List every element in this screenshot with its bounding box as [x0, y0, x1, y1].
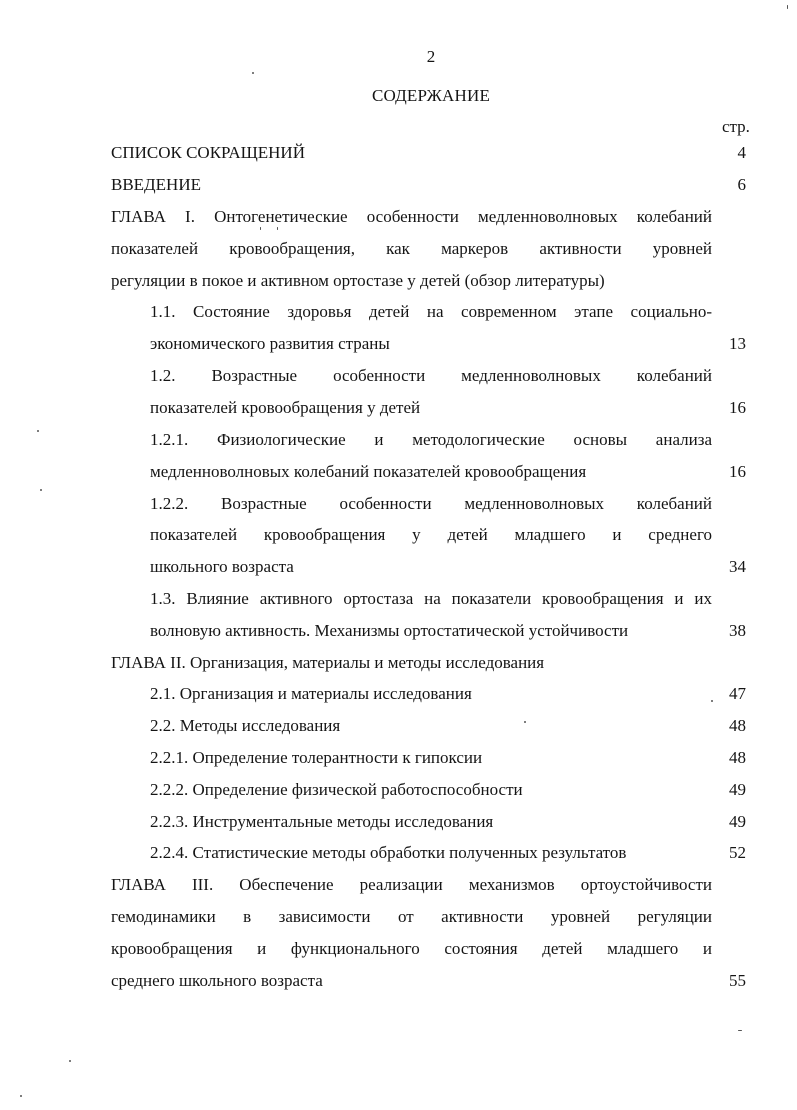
toc-page-number: 34	[729, 557, 746, 576]
toc-page-number: 48	[729, 748, 746, 767]
toc-section-line: 1.2.2. Возрастные особенности медленноволновых колебаний	[150, 494, 712, 513]
scan-speck	[252, 72, 254, 74]
toc-chapter-1-line: показателей кровообращения, как маркеров активности уровней	[111, 239, 712, 258]
toc-section-line: 2.1. Организация и материалы исследования	[150, 684, 472, 703]
toc-section-line: 2.2. Методы исследования	[150, 716, 341, 735]
scan-speck	[738, 1030, 742, 1031]
toc-section-line: 1.2. Возрастные особенности медленноволновых колебаний	[150, 366, 712, 385]
toc-chapter-3-line: среднего школьного возраста	[111, 971, 323, 990]
toc-chapter-1-line: ГЛАВА I. Онтогенетические особенности медленноволновых колебаний	[111, 207, 712, 226]
toc-chapter-3-line: кровообращения и функционального состояния детей младшего и	[111, 939, 712, 958]
toc-page-number: 38	[729, 621, 746, 640]
toc-chapter-3-line: гемодинамики в зависимости от активности уровней регуляции	[111, 907, 712, 926]
scan-speck	[37, 430, 39, 432]
toc-section-line: школьного возраста	[150, 557, 294, 576]
toc-page-number: 49	[729, 780, 746, 799]
toc-section-line: медленноволновых колебаний показателей кровообращения	[150, 462, 587, 481]
scan-speck	[260, 227, 261, 230]
toc-entry-introduction: ВВЕДЕНИЕ	[111, 175, 201, 194]
toc-section-line: 2.2.4. Статистические методы обработки полученных результатов	[150, 843, 627, 862]
toc-page-number: 48	[729, 716, 746, 735]
scan-speck	[277, 227, 278, 230]
scan-speck	[524, 721, 526, 723]
scan-speck	[711, 700, 713, 702]
toc-page-number: 16	[729, 462, 746, 481]
toc-section-line: 2.2.1. Определение толерантности к гипоксии	[150, 748, 483, 767]
scan-speck	[20, 1095, 22, 1097]
toc-section-line: показателей кровообращения у детей младшего и среднего	[150, 525, 712, 544]
toc-section-line: экономического развития страны	[150, 334, 390, 353]
toc-chapter-3-line: ГЛАВА III. Обеспечение реализации механизмов ортоустойчивости	[111, 875, 712, 894]
toc-section-line: 1.3. Влияние активного ортостаза на показатели кровообращения и их	[150, 589, 712, 608]
toc-section-line: показателей кровообращения у детей	[150, 398, 421, 417]
toc-section-line: 1.2.1. Физиологические и методологические основы анализа	[150, 430, 712, 449]
scan-speck	[40, 489, 42, 491]
toc-section-line: 1.1. Состояние здоровья детей на современном этапе социально-	[150, 302, 712, 321]
toc-page-number: 47	[729, 684, 746, 703]
toc-page-number: 49	[729, 812, 746, 831]
page-column-header: стр.	[722, 117, 750, 136]
toc-page-number: 52	[729, 843, 746, 862]
toc-section-line: 2.2.3. Инструментальные методы исследования	[150, 812, 494, 831]
toc-section-line: 2.2.2. Определение физической работоспособности	[150, 780, 523, 799]
toc-page-number: 6	[737, 175, 746, 194]
scan-speck	[787, 5, 788, 9]
scan-speck	[69, 1060, 71, 1062]
toc-page-number: 16	[729, 398, 746, 417]
toc-page-number: 55	[729, 971, 746, 990]
page-number: 2	[426, 47, 436, 66]
toc-page-number: 4	[737, 143, 746, 162]
toc-chapter-1-line: регуляции в покое и активном ортостазе у детей (обзор литературы)	[111, 271, 605, 290]
toc-entry-abbreviations: СПИСОК СОКРАЩЕНИЙ	[111, 143, 305, 162]
page-title: СОДЕРЖАНИЕ	[371, 86, 491, 105]
toc-page-number: 13	[729, 334, 746, 353]
toc-section-line: волновую активность. Механизмы ортостатической устойчивости	[150, 621, 629, 640]
toc-chapter-2-line: ГЛАВА II. Организация, материалы и методы исследования	[111, 653, 545, 672]
